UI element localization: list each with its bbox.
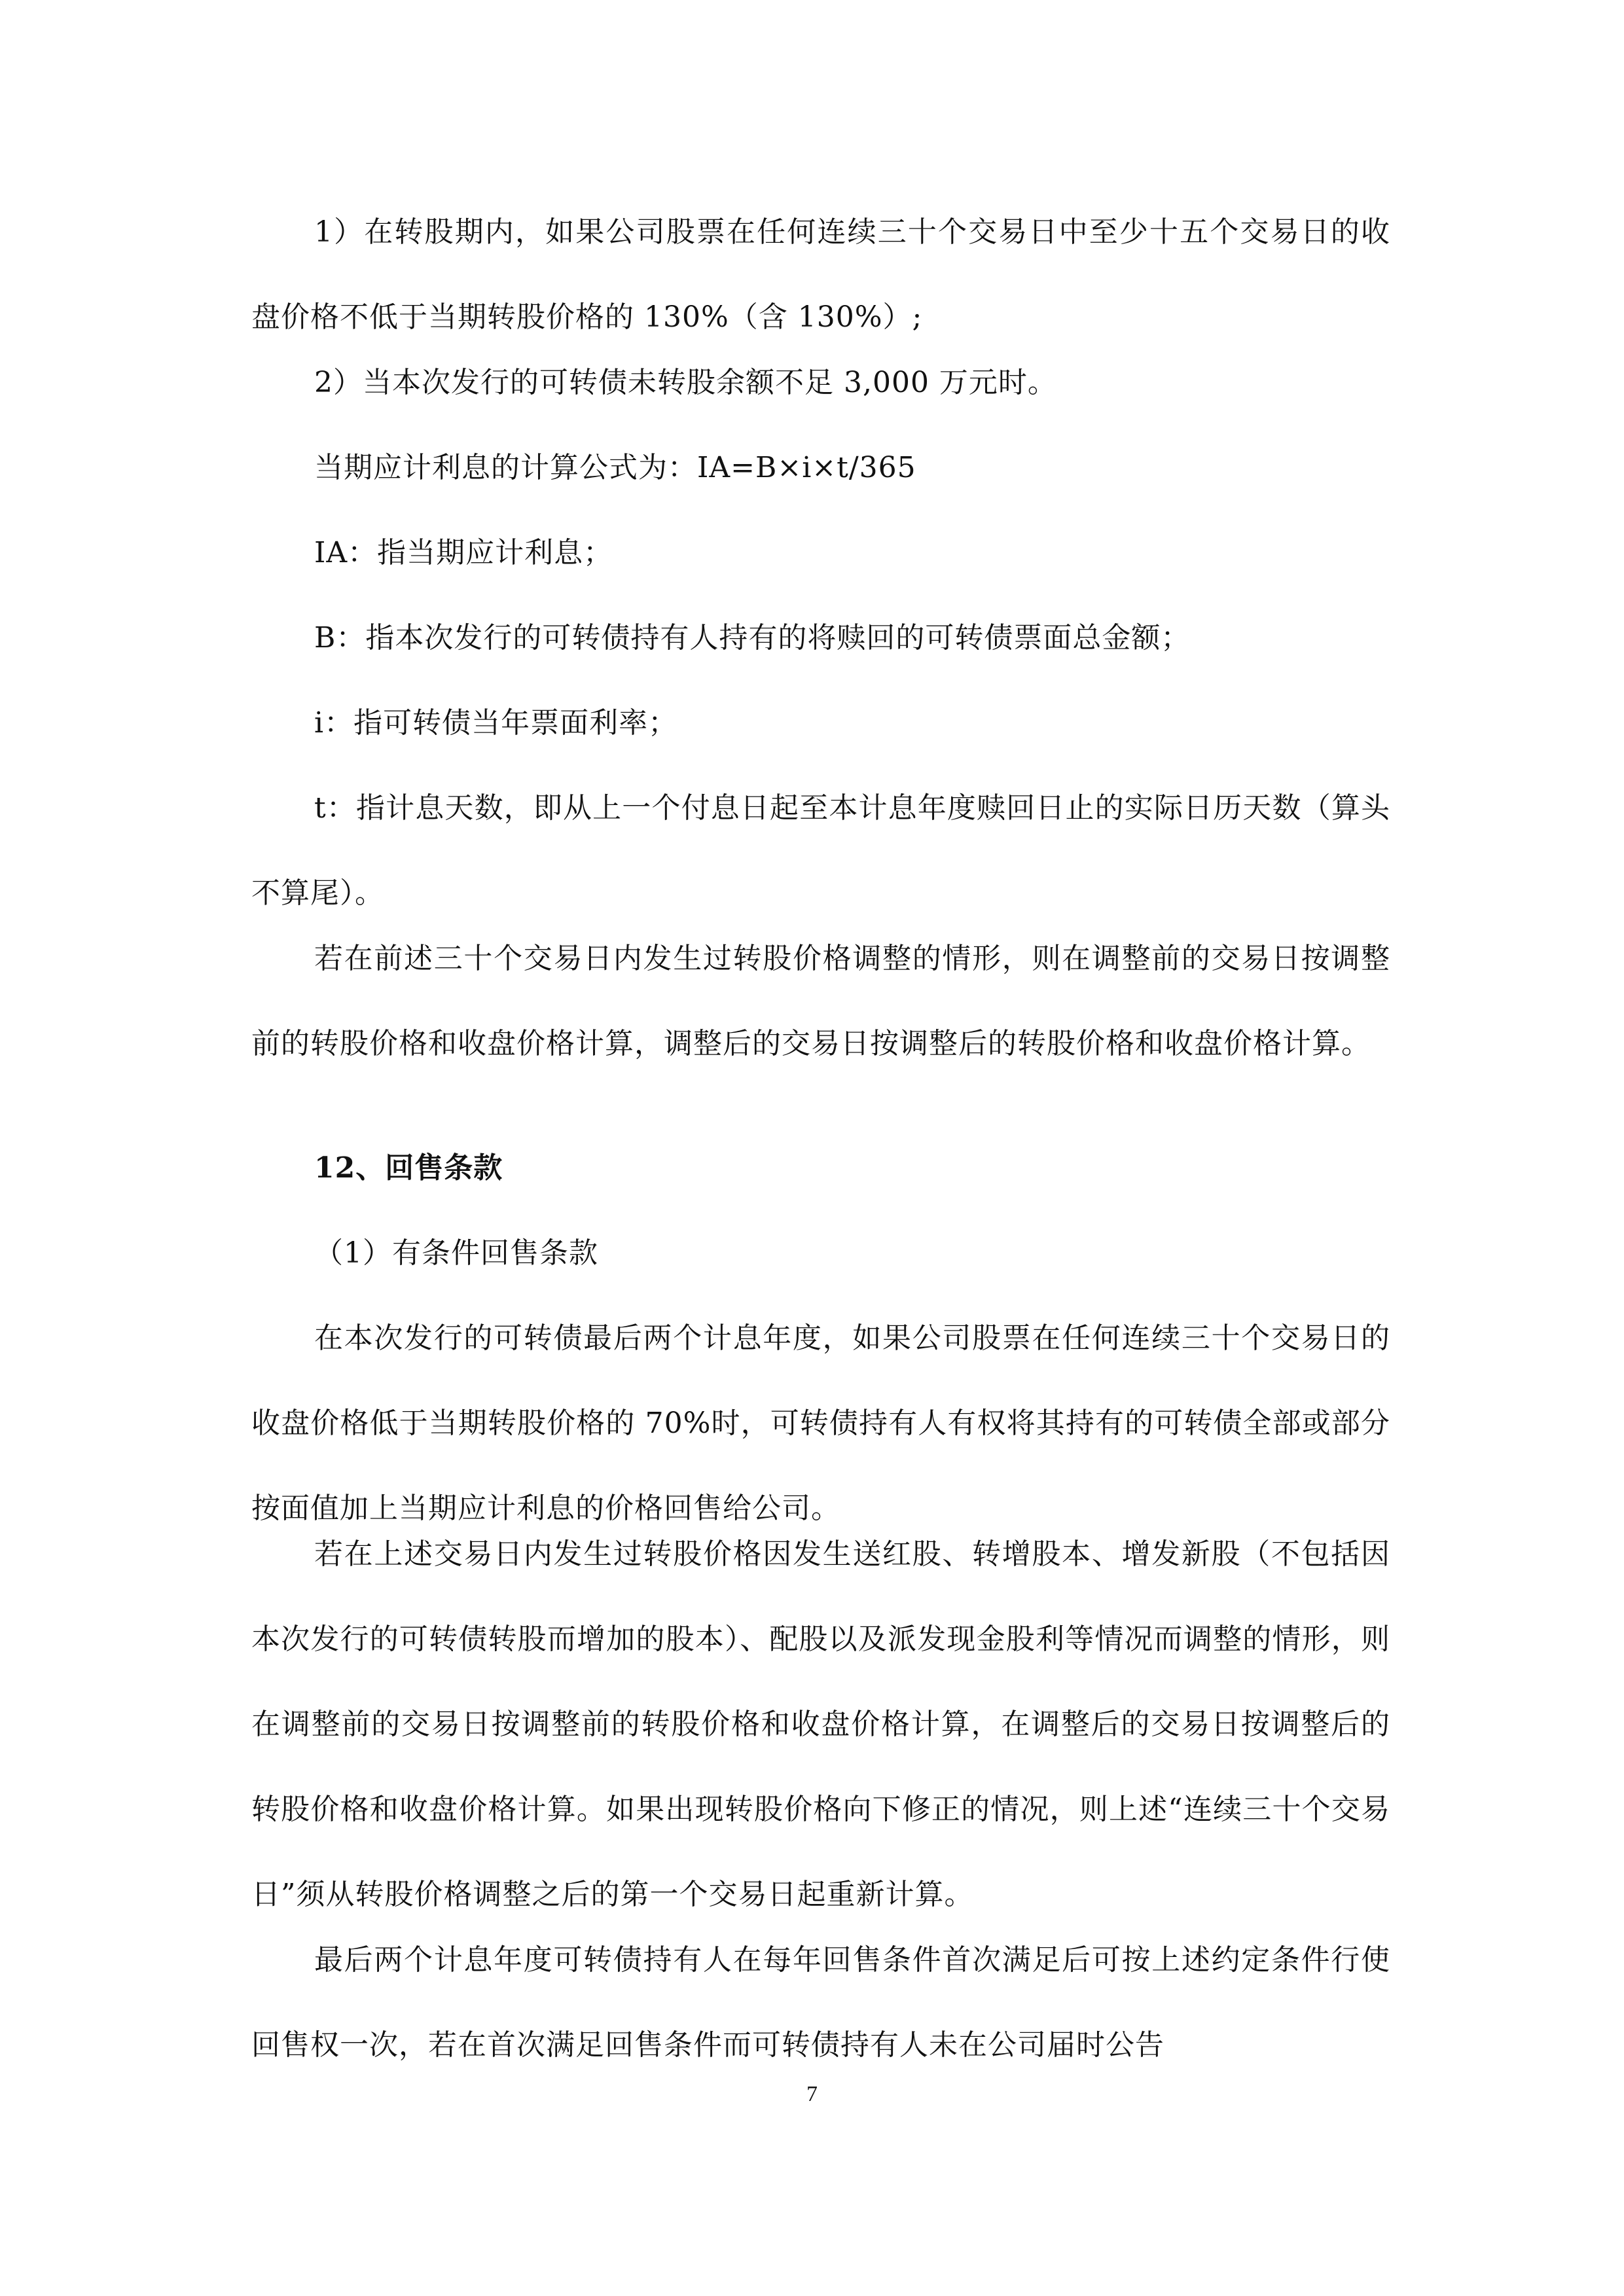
page-number: 7: [806, 2082, 818, 2106]
paragraph-definition-i: i：指可转债当年票面利率；: [314, 706, 678, 740]
paragraph-definition-t: t：指计息天数，即从上一个付息日起至本计息年度赎回日止的实际日历天数（算头不算尾）。: [251, 791, 1390, 910]
paragraph-definition-b: B：指本次发行的可转债持有人持有的将赎回的可转债票面总金额；: [314, 621, 1191, 655]
paragraph-put-price-adjustment: 若在上述交易日内发生过转股价格因发生送红股、转增股本、增发新股（不包括因本次发行的可转债转股而增加的股本）、配股以及派发现金股利等情况而调整的情形，则在调整前的交易日按调整前的转股价格和收盘价格计算，在调整后的交易日按调整后的转股价格和收盘价格计算。如果出现转股价格向下修正的情况，则上述“连续三十个交易日”须从转股价格调整之后的第一个交易日起重新计算。: [251, 1537, 1390, 1911]
section-heading-put-provisions: 12、回售条款: [314, 1151, 503, 1185]
paragraph-redemption-condition-2: 2）当本次发行的可转债未转股余额不足 3,000 万元时。: [314, 366, 1057, 399]
paragraph-redemption-condition-1: 1）在转股期内，如果公司股票在任何连续三十个交易日中至少十五个交易日的收盘价格不低于当期转股价格的 130%（含 130%）;: [251, 215, 1390, 334]
paragraph-put-exercise: 最后两个计息年度可转债持有人在每年回售条件首次满足后可按上述约定条件行使回售权一次，若在首次满足回售条件而可转债持有人未在公司届时公告: [251, 1943, 1390, 2062]
paragraph-conditional-put: 在本次发行的可转债最后两个计息年度，如果公司股票在任何连续三十个交易日的收盘价格低于当期转股价格的 70%时，可转债持有人有权将其持有的可转债全部或部分按面值加上当期应计利息的价格回售给公司。: [251, 1321, 1390, 1525]
paragraph-interest-formula: 当期应计利息的计算公式为：IA=B×i×t/365: [314, 451, 916, 484]
paragraph-definition-ia: IA：指当期应计利息；: [314, 536, 613, 569]
subsection-heading-conditional-put: （1）有条件回售条款: [314, 1236, 598, 1270]
paragraph-price-adjustment: 若在前述三十个交易日内发生过转股价格调整的情形，则在调整前的交易日按调整前的转股价格和收盘价格计算，调整后的交易日按调整后的转股价格和收盘价格计算。: [251, 942, 1390, 1060]
